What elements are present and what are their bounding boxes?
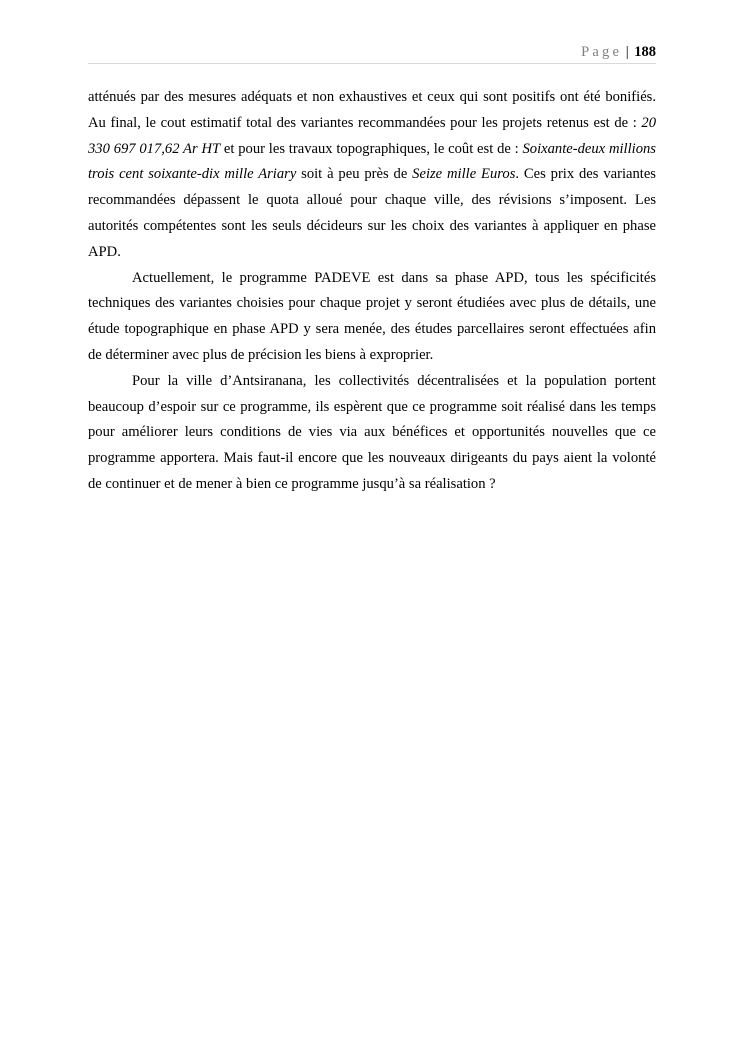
document-body (88, 85, 656, 498)
topography-cost-words: Soixante-deux millions trois cent soixante-dix mille Ariary (88, 140, 656, 183)
euro-equivalent: Seize mille Euros (412, 166, 516, 183)
total-cost-value: 20 330 697 017,62 Ar HT (88, 114, 656, 157)
page-header (88, 42, 656, 64)
paragraph-text: et pour les travaux topographiques, le coût est de : (220, 140, 523, 157)
paragraph-conclusion-costs (88, 85, 656, 266)
page-number: 188 (634, 44, 656, 60)
paragraph-text: soit à peu près de (296, 166, 413, 183)
paragraph-padeve-phase: Actuellement, le programme PADEVE est dans sa phase APD, tous les spécificités techniques des variantes choisies pour chaque projet y seront étudiées avec plus de détails, une étude topographique en phase APD y sera menée, des études parcellaires seront effectuées afin de déterminer avec plus de précision les biens à exproprier. (88, 269, 656, 363)
paragraph-text: . Ces prix des variantes recommandées dépassent le quota alloué pour chaque ville, des révisions s’imposent. Les autorités compétentes sont les seuls décideurs sur les choix des variantes à appliquer en phase APD. (88, 166, 656, 260)
page-separator: | (625, 44, 629, 60)
page-label: Page (581, 44, 623, 60)
paragraph-antsiranana: Pour la ville d’Antsiranana, les collectivités décentralisées et la population portent beaucoup d’espoir sur ce programme, ils espèrent que ce programme soit réalisé dans les temps pour améliorer leurs conditions de vies via aux bénéfices et opportunités nouvelles que ce programme apportera. Mais faut-il encore que les nouveaux dirigeants du pays aient la volonté de continuer et de mener à bien ce programme jusqu’à sa réalisation ? (88, 372, 656, 492)
paragraph-text: atténués par des mesures adéquats et non exhaustives et ceux qui sont positifs ont été bonifiés. Au final, le cout estimatif total des variantes recommandées pour les projets retenus est de : (88, 89, 656, 131)
